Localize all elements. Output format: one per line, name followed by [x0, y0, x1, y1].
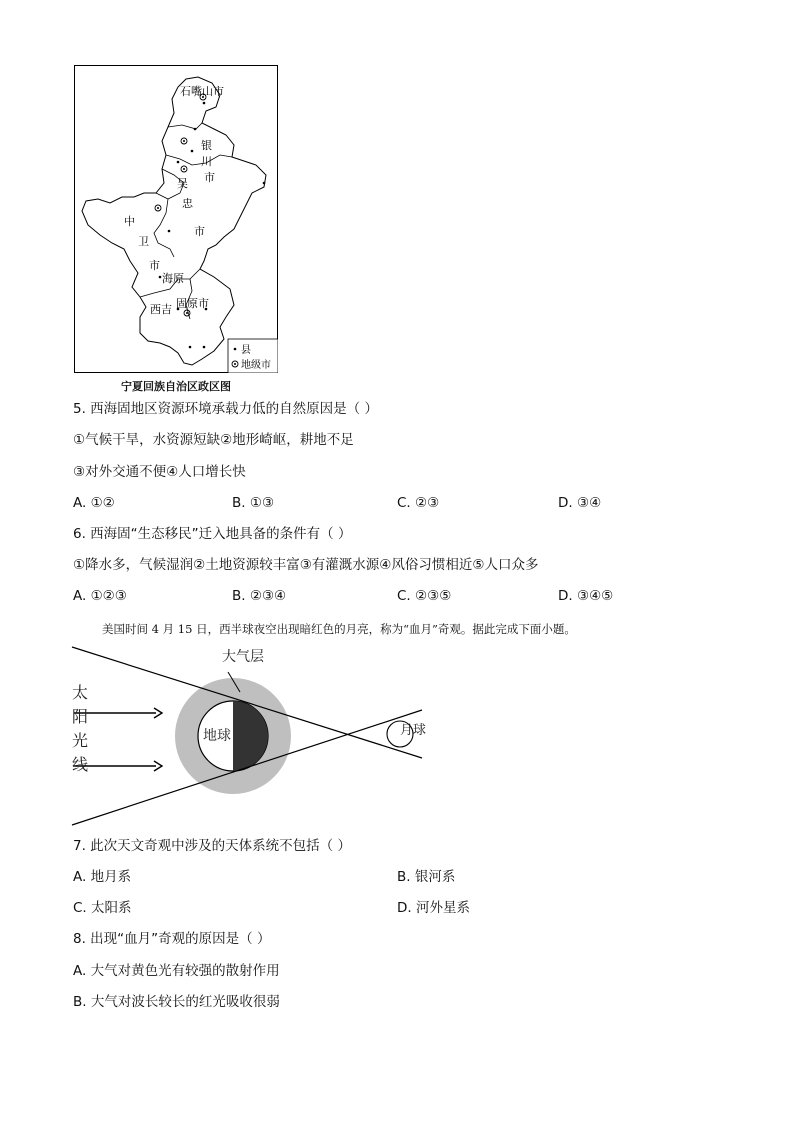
question-6-option-b[interactable]: B. ②③④: [232, 588, 287, 604]
question-5-option-c[interactable]: C. ②③: [397, 495, 440, 511]
question-7-option-b[interactable]: B. 银河系: [397, 869, 456, 885]
legend-county: 县: [241, 345, 251, 356]
label-moon: 月球: [400, 723, 427, 738]
eclipse-diagram: [70, 640, 430, 834]
label-yin: 银: [201, 139, 212, 152]
label-sun-3: 光: [72, 731, 89, 750]
passage-intro: 美国时间 4 月 15 日，西半球夜空出现暗红色的月亮，称为“血月”奇观。据此完成下面小题。: [102, 622, 576, 636]
label-sun-2: 阳: [72, 707, 89, 726]
label-xiji: 西吉: [150, 303, 172, 316]
question-6-option-c[interactable]: C. ②③⑤: [397, 588, 452, 604]
question-7-stem: 7. 此次天文奇观中涉及的天体系统不包括（ ）: [73, 838, 351, 854]
question-7-option-a[interactable]: A. 地月系: [73, 869, 132, 885]
question-6-option-a[interactable]: A. ①②③: [73, 588, 127, 604]
question-5-line-2: ③对外交通不便④人口增长快: [73, 464, 246, 480]
question-8-option-a[interactable]: A. 大气对黄色光有较强的散射作用: [73, 963, 280, 979]
map-drawing: [74, 65, 278, 373]
eclipse-drawing: [70, 640, 430, 830]
question-5-option-a[interactable]: A. ①②: [73, 495, 115, 511]
label-wei: 卫: [138, 235, 149, 248]
label-shi-yinchuan: 市: [204, 171, 215, 184]
question-6-stem: 6. 西海固“生态移民”迁入地具备的条件有（ ）: [73, 526, 352, 542]
label-zhong-wuzhong: 忠: [182, 197, 193, 210]
question-7-option-d[interactable]: D. 河外星系: [397, 900, 470, 916]
question-8-option-b[interactable]: B. 大气对波长较长的红光吸收很弱: [73, 994, 280, 1010]
question-5-line-1: ①气候干旱，水资源短缺②地形崎岖，耕地不足: [73, 432, 354, 448]
label-guyuan: 固原市: [176, 297, 209, 310]
label-shi-wuzhong: 市: [194, 225, 205, 238]
question-6-option-d[interactable]: D. ③④⑤: [558, 588, 614, 604]
question-5-option-d[interactable]: D. ③④: [558, 495, 602, 511]
legend-city: 地级市: [241, 360, 271, 371]
question-8-stem: 8. 出现“血月”奇观的原因是（ ）: [73, 931, 271, 947]
label-shizuishan: 石嘴山市: [180, 85, 224, 98]
label-shi-zhongwei: 市: [149, 259, 160, 272]
ningxia-map: [74, 65, 278, 373]
map-legend: [228, 339, 278, 373]
label-chuan: 川: [201, 155, 212, 168]
question-5-stem: 5. 西海固地区资源环境承载力低的自然原因是（ ）: [73, 401, 378, 417]
question-7-option-c[interactable]: C. 太阳系: [73, 900, 132, 916]
label-sun-4: 线: [72, 755, 89, 774]
label-zhong: 中: [124, 215, 135, 228]
label-wu: 吴: [177, 177, 188, 190]
question-6-line-1: ①降水多，气候湿润②土地资源较丰富③有灌溉水源④风俗习惯相近⑤人口众多: [73, 557, 539, 573]
map-caption: 宁夏回族自治区政区图: [121, 380, 231, 393]
label-haiyuan: 海原: [162, 272, 184, 285]
question-5-option-b[interactable]: B. ①③: [232, 495, 275, 511]
label-sun-1: 太: [72, 683, 89, 702]
label-atmosphere: 大气层: [222, 649, 264, 665]
label-earth: 地球: [203, 728, 231, 744]
